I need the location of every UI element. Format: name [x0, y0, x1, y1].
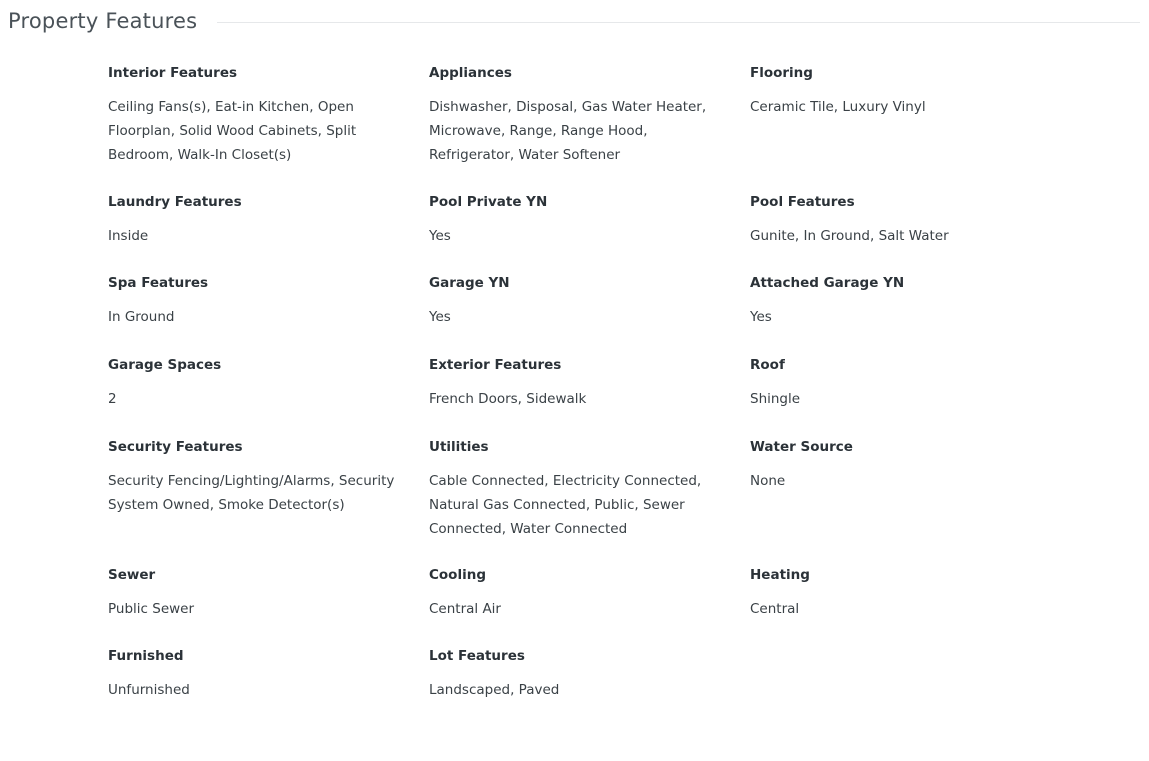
- feature-label: Interior Features: [108, 65, 238, 81]
- feature-garage-spaces: [108, 356, 429, 438]
- feature-value: 2: [108, 391, 117, 407]
- feature-label: Spa Features: [108, 275, 209, 291]
- feature-value: Central: [750, 601, 800, 617]
- feature-water-source: [750, 438, 1050, 566]
- feature-label: Laundry Features: [108, 194, 242, 210]
- feature-label: Sewer: [108, 567, 156, 583]
- feature-value: Ceiling Fans(s), Eat-in Kitchen, Open Floorplan, Solid Wood Cabinets, Split Bedroom, Walk-In Closet(s): [108, 99, 357, 163]
- feature-value: Landscaped, Paved: [429, 682, 560, 698]
- feature-value: Yes: [429, 309, 451, 325]
- feature-label: Cooling: [429, 567, 486, 583]
- feature-roof: [750, 356, 1050, 438]
- feature-cooling: [429, 566, 750, 647]
- feature-exterior-features: [429, 356, 750, 438]
- feature-value: Public Sewer: [108, 601, 195, 617]
- feature-label: Heating: [750, 567, 810, 583]
- feature-label: Pool Features: [750, 194, 855, 210]
- feature-label: Security Features: [108, 439, 243, 455]
- feature-heating: [750, 566, 1050, 647]
- feature-label: Furnished: [108, 648, 184, 664]
- feature-flooring: [750, 64, 1050, 193]
- section-header: [8, 4, 1140, 38]
- feature-label: Exterior Features: [429, 357, 562, 373]
- feature-value: Unfurnished: [108, 682, 190, 698]
- feature-lot-features: [429, 647, 750, 707]
- feature-label: Flooring: [750, 65, 813, 81]
- feature-value: Cable Connected, Electricity Connected, Natural Gas Connected, Public, Sewer Connected, Water Connected: [429, 473, 702, 537]
- feature-label: Attached Garage YN: [750, 275, 905, 291]
- feature-value: Inside: [108, 228, 149, 244]
- feature-utilities: [429, 438, 750, 566]
- feature-value: In Ground: [108, 309, 175, 325]
- property-features-grid: [108, 64, 1108, 707]
- feature-laundry-features: [108, 193, 429, 274]
- feature-value: None: [750, 473, 786, 489]
- feature-value: Yes: [429, 228, 451, 244]
- feature-value: Central Air: [429, 601, 501, 617]
- feature-label: Water Source: [750, 439, 853, 455]
- section-divider: [217, 22, 1140, 23]
- feature-label: Lot Features: [429, 648, 525, 664]
- feature-label: Utilities: [429, 439, 489, 455]
- feature-pool-features: [750, 193, 1050, 274]
- feature-garage-yn: [429, 274, 750, 356]
- feature-value: French Doors, Sidewalk: [429, 391, 587, 407]
- feature-spa-features: [108, 274, 429, 356]
- feature-pool-private-yn: [429, 193, 750, 274]
- feature-value: Yes: [750, 309, 772, 325]
- feature-sewer: [108, 566, 429, 647]
- feature-label: Roof: [750, 357, 785, 373]
- feature-value: Shingle: [750, 391, 801, 407]
- feature-furnished: [108, 647, 429, 707]
- feature-appliances: [429, 64, 750, 193]
- feature-label: Garage Spaces: [108, 357, 222, 373]
- section-title: Property Features: [8, 9, 198, 33]
- feature-interior-features: [108, 64, 429, 193]
- feature-label: Appliances: [429, 65, 512, 81]
- feature-security-features: [108, 438, 429, 566]
- feature-label: Garage YN: [429, 275, 510, 291]
- feature-value: Dishwasher, Disposal, Gas Water Heater, Microwave, Range, Range Hood, Refrigerator, Water Softener: [429, 99, 707, 163]
- feature-attached-garage-yn: [750, 274, 1050, 356]
- feature-value: Security Fencing/Lighting/Alarms, Security System Owned, Smoke Detector(s): [108, 473, 395, 513]
- feature-label: Pool Private YN: [429, 194, 548, 210]
- feature-value: Gunite, In Ground, Salt Water: [750, 228, 949, 244]
- feature-value: Ceramic Tile, Luxury Vinyl: [750, 99, 926, 115]
